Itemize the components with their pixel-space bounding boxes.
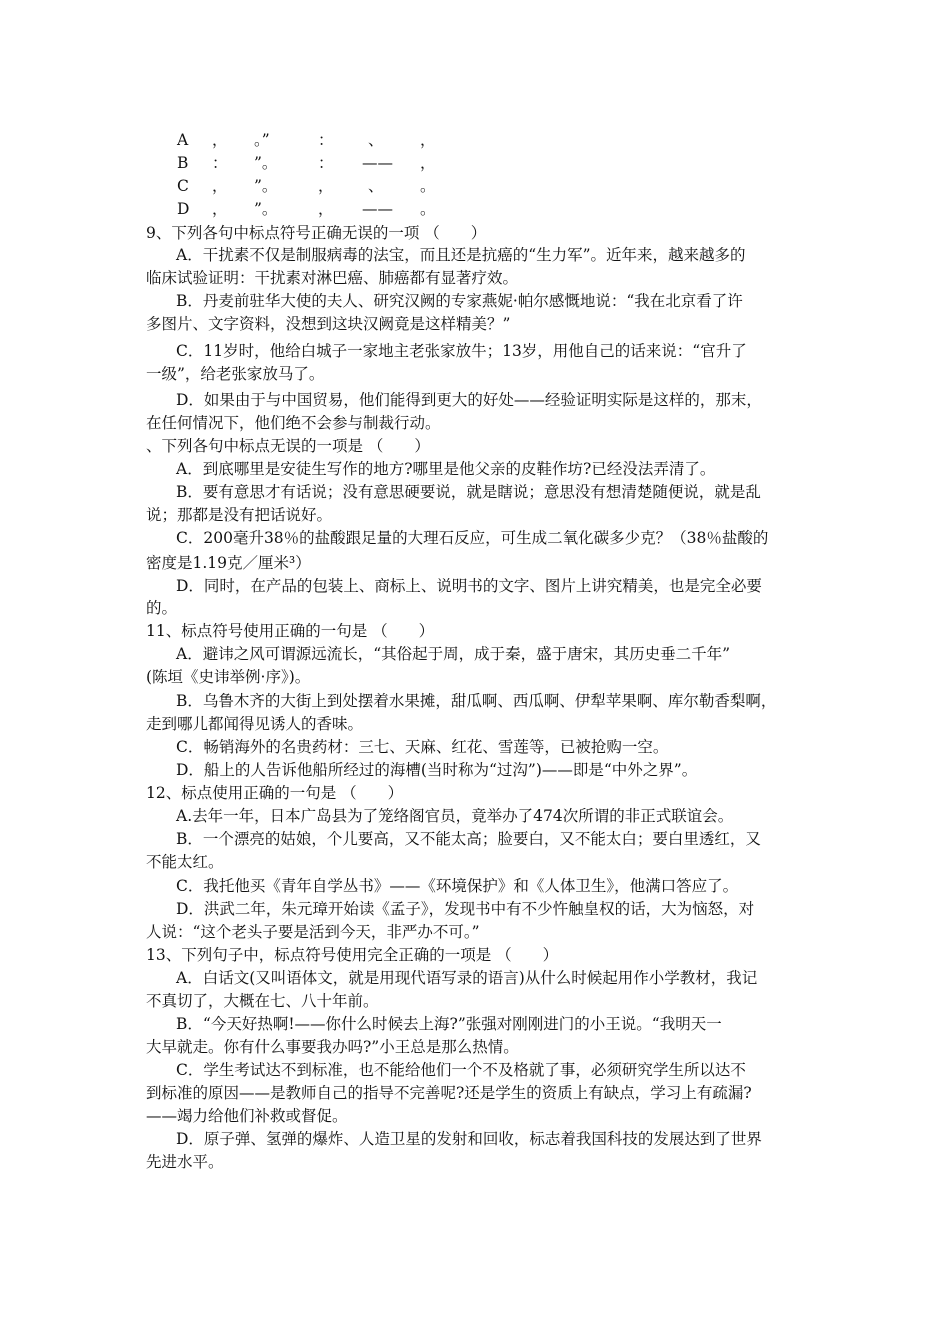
option-mark: —— [362,154,393,172]
option-letter: C [177,177,189,195]
option-mark: ”。 [254,177,278,195]
text-line: 不真切了，大概在七、八十年前。 [146,992,379,1010]
text-line: ——竭力给他们补救或督促。 [146,1107,348,1125]
text-line: 临床试验证明：干扰素对淋巴癌、肺癌都有显著疗效。 [146,269,519,287]
option-mark: 、 [368,131,384,149]
option-mark: ， [212,177,228,195]
text-line: C．畅销海外的名贵药材：三七、天麻、红花、雪莲等，已被抢购一空。 [176,738,669,756]
text-line: D．船上的人告诉他船所经过的海槽(当时称为“过沟”)——即是“中外之界”。 [176,761,698,779]
option-letter: D [177,200,190,218]
option-mark: ， [212,200,228,218]
text-line: D．洪武二年，朱元璋开始读《孟子》，发现书中有不少忤触皇权的话，大为恼怒，对 [176,900,755,918]
text-line: 在任何情况下，他们绝不会参与制裁行动。 [146,414,441,432]
text-line: D．同时，在产品的包装上、商标上、说明书的文字、图片上讲究精美，也是完全必要 [176,577,762,595]
question-heading: 13、下列句子中，标点符号使用完全正确的一项是 （ ） [146,946,559,964]
text-line: A．避讳之风可谓源远流长，“其俗起于周，成于秦，盛于唐宋，其历史垂二千年” [176,645,731,663]
text-line: A．白话文(又叫语体文，就是用现代语写录的语言)从什么时候起用作小学教材，我记 [176,969,758,987]
question-heading: 9、下列各句中标点符号正确无误的一项 （ ） [146,224,487,242]
text-line: 一级”，给老张家放马了。 [146,365,325,383]
text-line: 到标准的原因——是教师自己的指导不完善呢?还是学生的资质上有缺点，学习上有疏漏? [146,1084,752,1102]
option-mark: ： [318,131,334,149]
option-mark: ， [420,154,436,172]
option-mark: ， [420,131,436,149]
option-mark: 、 [368,177,384,195]
option-mark: ”。 [254,154,278,172]
text-line: B．一个漂亮的姑娘，个儿要高，又不能太高；脸要白，又不能太白；要白里透红，又 [176,830,761,848]
text-line: 密度是1.19克／厘米³） [146,554,311,572]
text-line: 说；那都是没有把话说好。 [146,506,333,524]
text-line: 大早就走。你有什么事要我办吗?”小王总是那么热情。 [146,1038,519,1056]
question-heading: 11、标点符号使用正确的一句是 （ ） [146,622,435,640]
text-line: 人说：“这个老头子要是活到今天，非严办不可。” [146,923,480,941]
text-line: 不能太红。 [146,853,224,871]
option-mark: ， [318,200,334,218]
text-line: B．丹麦前驻华大使的夫人、研究汉阙的专家燕妮·帕尔感慨地说：“我在北京看了许 [176,292,743,310]
option-mark: 。 [420,200,436,218]
text-line: 走到哪儿都闻得见诱人的香味。 [146,715,364,733]
text-line: B．“今天好热啊!——你什么时候去上海?”张强对刚刚进门的小王说。“我明天一 [176,1015,722,1033]
text-line: C．200毫升38％的盐酸跟足量的大理石反应，可生成二氧化碳多少克？（38％盐酸的 [176,529,769,547]
text-line: C．11岁时，他给白城子一家地主老张家放牛；13岁，用他自己的话来说：“官升了 [176,342,747,360]
option-letter: A [177,131,189,149]
text-line: D．原子弹、氢弹的爆炸、人造卫星的发射和回收，标志着我国科技的发展达到了世界 [176,1130,762,1148]
text-line: 的。 [146,599,178,617]
text-line: C．学生考试达不到标准，也不能给他们一个不及格就了事，必须研究学生所以达不 [176,1061,746,1079]
text-line: A.去年一年，日本广岛县为了笼络阁官员，竟举办了474次所谓的非正式联谊会。 [176,807,734,825]
text-line: D．如果由于与中国贸易，他们能得到更大的好处——经验证明实际是这样的，那末， [176,391,762,409]
option-mark: ”。 [254,200,278,218]
question-heading: 、下列各句中标点无误的一项是 （ ） [146,437,430,455]
text-line: A．干扰素不仅是制服病毒的法宝，而且还是抗癌的“生力军”。近年来，越来越多的 [176,246,746,264]
option-mark: —— [362,200,393,218]
question-heading: 12、标点使用正确的一句是 （ ） [146,784,404,802]
option-letter: B [177,154,189,172]
option-mark: ， [318,177,334,195]
option-mark: ： [212,154,228,172]
text-line: C．我托他买《青年自学丛书》——《环境保护》和《人体卫生》，他满口答应了。 [176,877,739,895]
text-line: 先进水平。 [146,1153,224,1171]
text-line: 多图片、文字资料，没想到这块汉阙竟是这样精美？” [146,315,511,333]
text-line: (陈垣《史讳举例·序》)。 [146,668,311,686]
text-line: A．到底哪里是安徒生写作的地方?哪里是他父亲的皮鞋作坊?已经没法弄清了。 [176,460,716,478]
option-mark: 。” [254,131,270,149]
option-mark: 。 [420,177,436,195]
option-mark: ： [318,154,334,172]
option-mark: ， [212,131,228,149]
text-line: B．要有意思才有话说；没有意思硬要说，就是瞎说；意思没有想清楚随便说，就是乱 [176,483,761,501]
text-line: B．乌鲁木齐的大街上到处摆着水果摊，甜瓜啊、西瓜啊、伊犁苹果啊、库尔勒香梨啊， [176,692,777,710]
